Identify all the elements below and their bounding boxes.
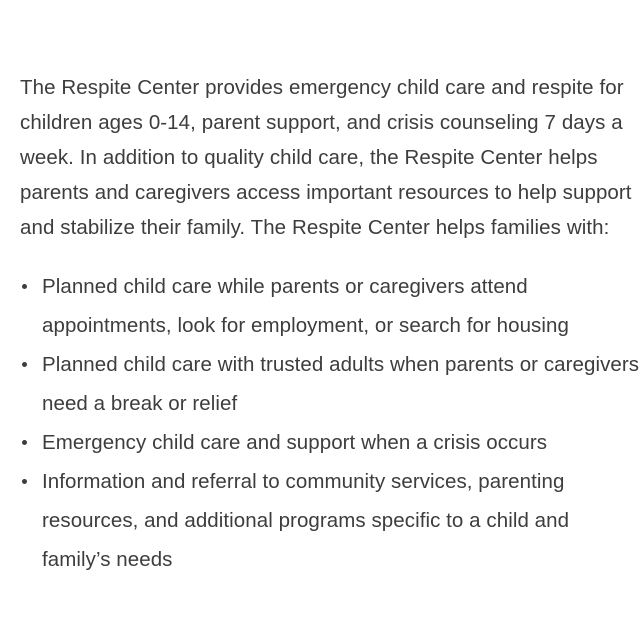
list-item-label: Information and referral to community services, parenting resources, and additional programs specific to a child and family’s needs	[42, 470, 570, 571]
list-item	[20, 345, 640, 423]
bullet-icon	[22, 362, 27, 367]
list-item-label: Planned child care while parents or caregivers attend appointments, look for employment, or search for housing	[42, 275, 569, 337]
content-block	[20, 70, 640, 579]
list-item	[20, 462, 640, 579]
list-item	[20, 267, 640, 345]
services-list	[20, 267, 640, 579]
intro-paragraph: The Respite Center provides emergency child care and respite for children ages 0-14, parent support, and crisis counseling 7 days a week. In addition to quality child care, the Respite Center helps parents and caregivers access important resources to help support and stabilize their family. The Respite Center helps families with:	[20, 76, 632, 239]
list-item	[20, 423, 640, 462]
bullet-icon	[22, 284, 27, 289]
list-item-label: Planned child care with trusted adults when parents or caregivers need a break or relief	[42, 353, 640, 415]
list-item-label: Emergency child care and support when a crisis occurs	[42, 431, 548, 454]
bullet-icon	[22, 479, 27, 484]
bullet-icon	[22, 440, 27, 445]
